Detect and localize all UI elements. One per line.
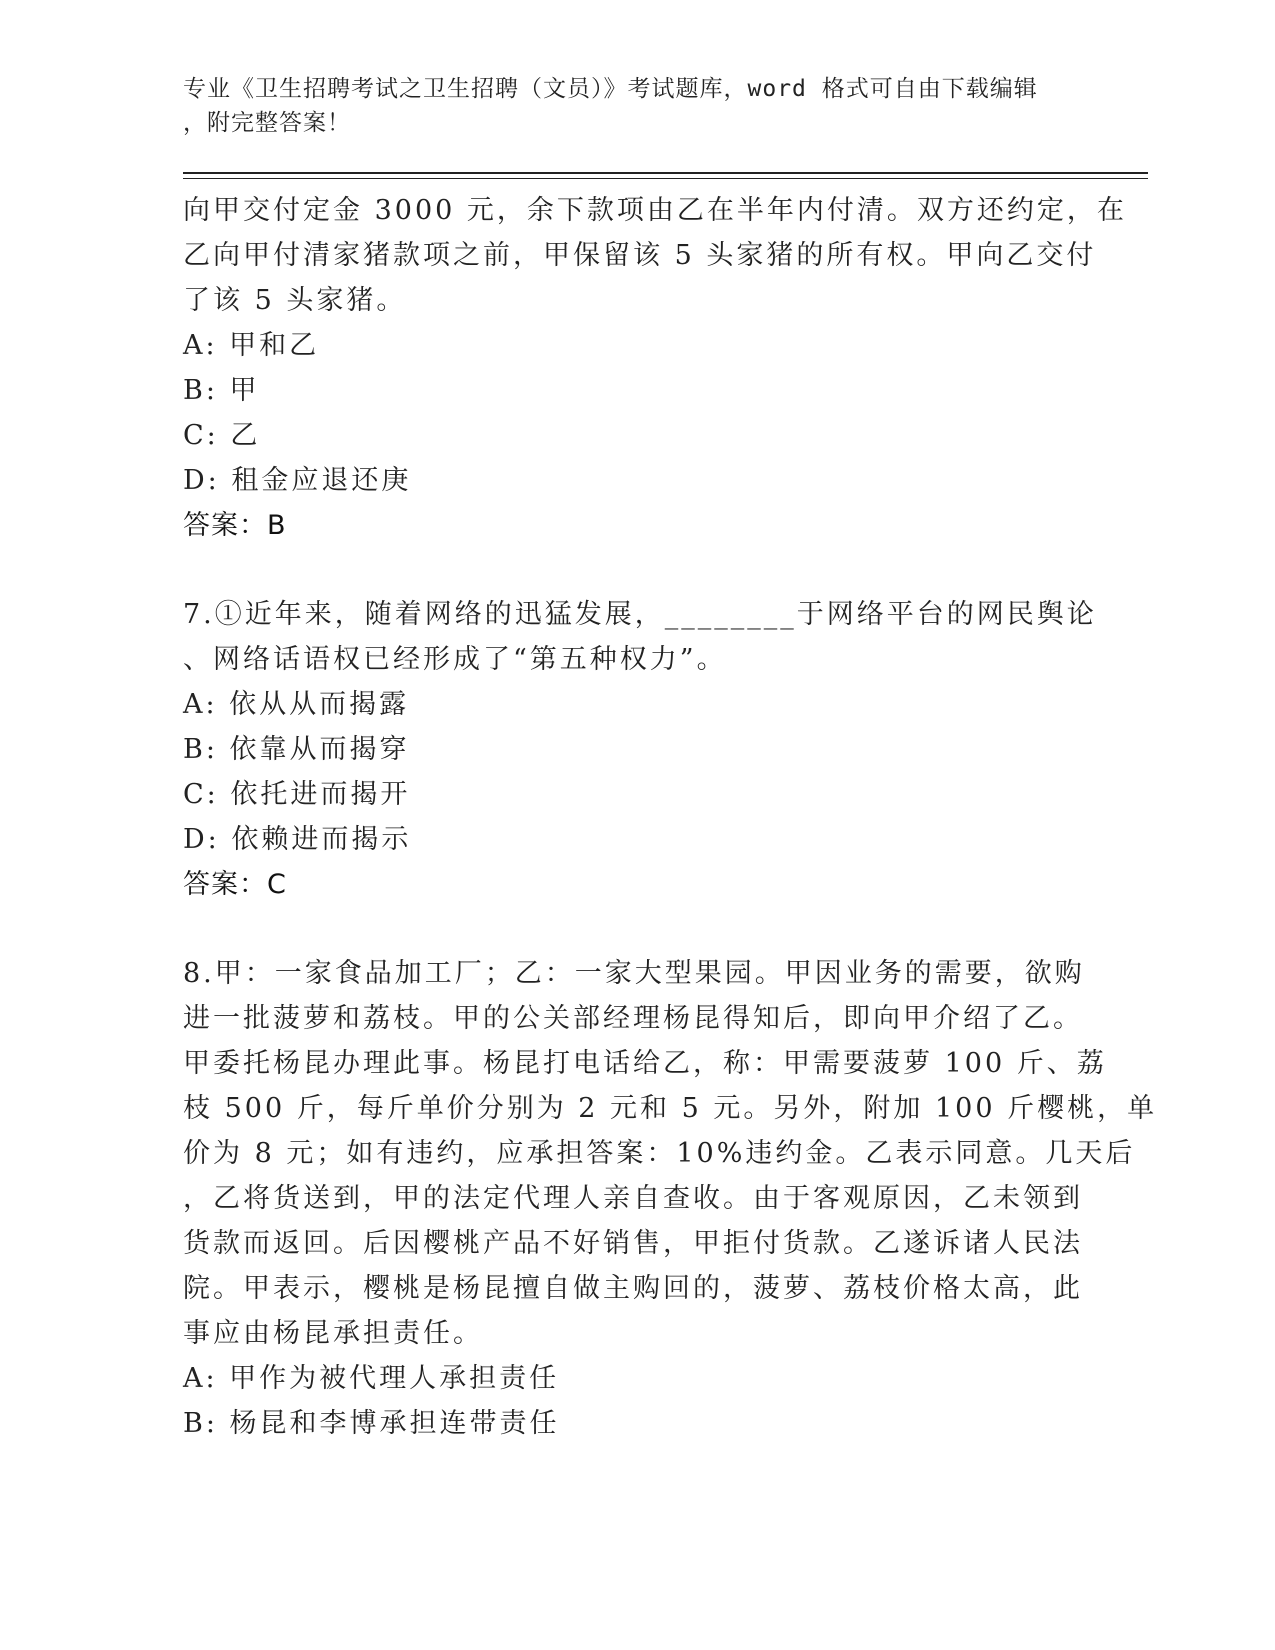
question-6-option-c: C: 乙 <box>183 420 261 451</box>
question-7-line: 、网络话语权已经形成了“第五种权力”。 <box>183 644 727 675</box>
question-7-line: 7.①近年来，随着网络的迅猛发展，________于网络平台的网民舆论 <box>183 599 1097 630</box>
spacer <box>183 548 1063 592</box>
question-8-line: ，乙将货送到，甲的法定代理人亲自查收。由于客观原因，乙未领到 <box>183 1183 1083 1214</box>
question-8-line: 价为 8 元；如有违约，应承担答案：10%违约金。乙表示同意。几天后 <box>183 1138 1136 1169</box>
question-6-line: 乙向甲付清家猪款项之前，甲保留该 5 头家猪的所有权。甲向乙交付 <box>183 240 1097 271</box>
header-line-1: 专业《卫生招聘考试之卫生招聘（文员）》考试题库，word 格式可自由下载编辑 <box>183 76 1038 102</box>
question-6-option-d: D: 租金应退还庚 <box>183 465 412 496</box>
document-body <box>183 188 1158 1446</box>
question-6 <box>183 188 1127 548</box>
question-8-stem <box>183 951 1158 1356</box>
question-8-line: 8.甲：一家食品加工厂；乙：一家大型果园。甲因业务的需要，欲购 <box>183 958 1085 989</box>
question-8-line: 货款而返回。后因樱桃产品不好销售，甲拒付货款。乙遂诉诸人民法 <box>183 1228 1083 1259</box>
question-8-line: 院。甲表示，樱桃是杨昆擅自做主购回的，菠萝、荔枝价格太高，此 <box>183 1273 1083 1304</box>
question-7 <box>183 592 1097 907</box>
question-7-option-c: C: 依托进而揭开 <box>183 779 411 810</box>
question-6-line: 向甲交付定金 3000 元，余下款项由乙在半年内付清。双方还约定，在 <box>183 195 1127 226</box>
question-8-line: 枝 500 斤，每斤单价分别为 2 元和 5 元。另外，附加 100 斤樱桃，单 <box>183 1093 1158 1124</box>
question-6-option-a: A: 甲和乙 <box>183 330 320 361</box>
question-7-stem <box>183 592 1097 682</box>
question-7-answer: 答案：C <box>183 869 287 900</box>
question-7-option-a: A: 依从从而揭露 <box>183 689 410 720</box>
question-8-option-a: A: 甲作为被代理人承担责任 <box>183 1363 560 1394</box>
spacer <box>183 907 1063 951</box>
question-6-line: 了该 5 头家猪。 <box>183 285 407 316</box>
question-8-line: 甲委托杨昆办理此事。杨昆打电话给乙，称：甲需要菠萝 100 斤、荔 <box>183 1048 1107 1079</box>
question-7-option-b: B: 依靠从而揭穿 <box>183 734 410 765</box>
header-divider-thin <box>183 178 1148 179</box>
question-8-line: 进一批菠萝和荔枝。甲的公关部经理杨昆得知后，即向甲介绍了乙。 <box>183 1003 1083 1034</box>
question-8-option-b: B: 杨昆和李博承担连带责任 <box>183 1408 560 1439</box>
document-header <box>183 72 1063 140</box>
header-line-2: ，附完整答案！ <box>183 110 351 136</box>
question-6-answer: 答案：B <box>183 510 287 541</box>
question-7-option-d: D: 依赖进而揭示 <box>183 824 412 855</box>
header-divider-thick <box>183 172 1148 174</box>
question-8 <box>183 951 1158 1446</box>
question-6-option-b: B: 甲 <box>183 375 260 406</box>
question-6-stem <box>183 188 1127 323</box>
question-8-line: 事应由杨昆承担责任。 <box>183 1318 483 1349</box>
